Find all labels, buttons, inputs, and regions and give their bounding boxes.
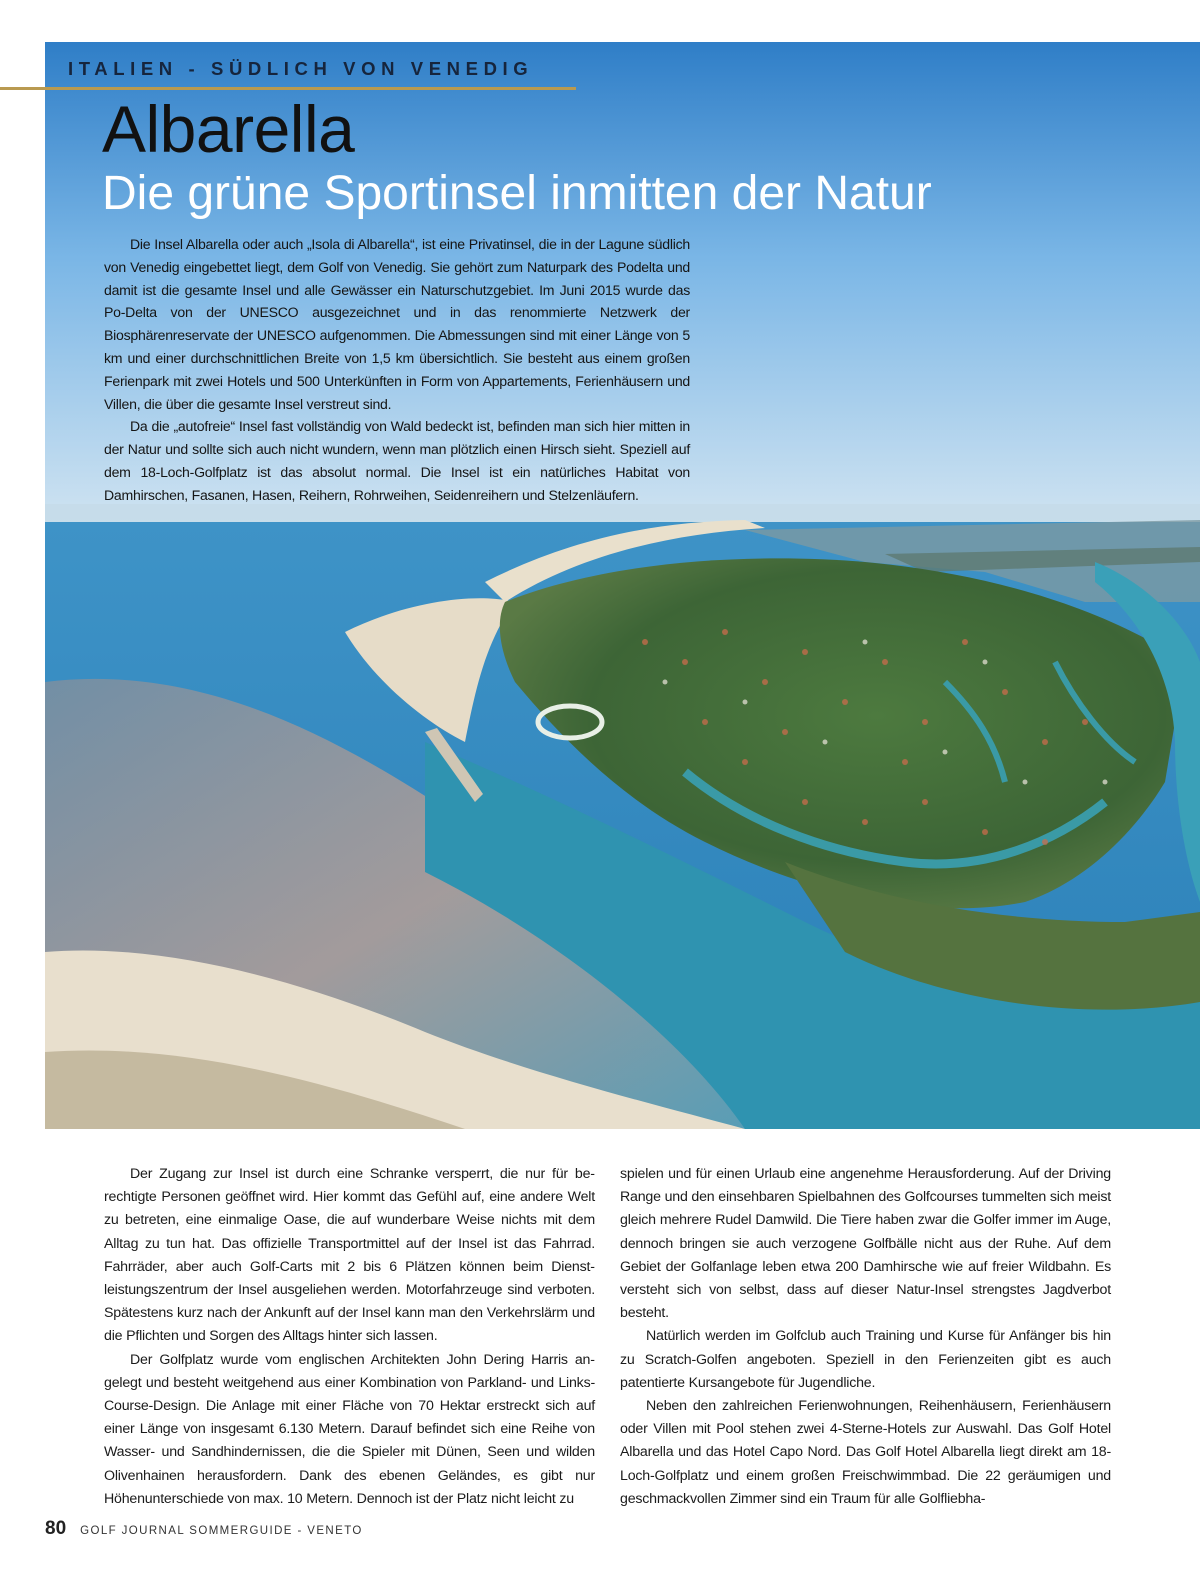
publication-name: GOLF JOURNAL SOMMERGUIDE - VENETO bbox=[80, 1525, 363, 1537]
page-number: 80 bbox=[45, 1518, 67, 1539]
body-paragraph: Natürlich werden im Golfclub auch Training und Kurse für Anfänger bis hin zu Scratch-Golfen angeboten. Speziell in den Ferienzeiten gibt es auch patentierte Kursangebote für Jugendliche. bbox=[620, 1328, 1111, 1391]
body-column-right bbox=[620, 1163, 1111, 1511]
section-kicker: ITALIEN - SÜDLICH VON VENEDIG bbox=[68, 58, 534, 79]
body-paragraph: Der Golfplatz wurde vom englischen Architekten John Dering Harris angelegt und besteht weitgehend aus einer Kombination von Parkland- und Links-Course-Design. Die Anlage mit einer Fläche von 70 Hektar erstreckt sich auf einer Länge von insgesamt 6.130 Metern. Darauf befindet sich eine Reihe von Wasser- und Sandhindernissen, die die Spieler mit Dünen, Seen und wilden Olivenhainen herausfordern. Dank des ebenen Geländes, es gibt nur Höhenunterschiede von max. 10 Metern. Dennoch ist der Platz nicht leicht zu bbox=[104, 1351, 595, 1507]
intro-paragraph-2: Da die „autofreie“ Insel fast vollständig von Wald bedeckt ist, befinden man sich hier mitten in der Natur und sollte sich auch nicht wundern, wenn man plötzlich einen Hirsch sieht. Speziell auf dem 18-Loch-Golfplatz ist das absolut normal. Die Insel ist ein natürliches Habitat von Damhirschen, Fasanen, Hasen, Reihern, Rohrweihen, Seidenreihern und Stelzenläufern. bbox=[104, 418, 690, 503]
body-paragraph: spielen und für einen Urlaub eine angenehme Herausforderung. Auf der Driving Range und den einsehbaren Spielbahnen des Golfcourses tummelten sich meist gleich mehrere Rudel Damwild. Die Tiere haben zwar die Golfer immer im Auge, dennoch bringen sie auch verzogene Golfbälle nicht aus der Ruhe. Auf dem Gebiet der Golfanlage leben etwa 200 Damhirsche wie auf freier Wildbahn. Es versteht sich von selbst, dass auf dieser Natur-Insel strengstes Jagdverbot besteht. bbox=[620, 1166, 1111, 1322]
body-paragraph: Der Zugang zur Insel ist durch eine Schranke versperrt, die nur für berechtigte Personen geöffnet wird. Hier kommt das Gefühl auf, eine andere Welt zu betreten, eine einmalige Oase, die auf wunderbare Weise nichts mit dem Alltag zu tun hat. Das offizielle Transportmittel auf der Insel ist das Fahrrad. Fahrräder, aber auch Golf-Carts mit 2 bis 6 Plätzen können beim Dienstleistungszentrum der Insel ausgeliehen werden. Motorfahrzeuge sind verboten. Spätestens kurz nach der Ankunft auf der Insel kann man den Verkehrslärm und die Pflichten und Sorgen des Alltags hinter sich lassen. bbox=[104, 1166, 595, 1345]
intro-text bbox=[104, 233, 690, 507]
body-paragraph: Neben den zahlreichen Ferienwohnungen, Reihenhäusern, Ferienhäusern oder Villen mit Pool stehen zwei 4-Sterne-Hotels zur Auswahl. Das Golf Hotel Albarella und das Hotel Capo Nord. Das Golf Hotel Albarella liegt direkt am 18-Loch-Golfplatz und einem großen Freischwimmbad. Die 22 geräumigen und geschmackvollen Zimmer sind ein Traum für alle Golfliebha- bbox=[620, 1398, 1111, 1507]
intro-paragraph-1: Die Insel Albarella oder auch „Isola di Albarella“, ist eine Privatinsel, die in der Lagune südlich von Venedig eingebettet liegt, dem Golf von Venedig. Sie gehört zum Naturpark des Podelta und damit ist die gesamte Insel und alle Gewässer ein Naturschutzgebiet. Im Juni 2015 wurde das Po-Delta von der UNESCO ausgezeichnet und in das renommierte Netzwerk der Biosphärenreservate der UNESCO aufgenommen. Die Abmessungen sind mit einer Länge von 5 km und einer durchschnittlichen Breite von 1,5 km übersichtlich. Sie besteht aus einem großen Ferienpark mit zwei Hotels und 500 Unterkünften in Form von Appartements, Ferienhäusern und Villen, die über die gesamte Insel verstreut sind. bbox=[104, 236, 690, 412]
header-accent-rule bbox=[0, 87, 576, 90]
page-subtitle: Die grüne Sportinsel inmitten der Natur bbox=[102, 167, 932, 220]
page-title: Albarella bbox=[102, 92, 355, 166]
page-footer bbox=[45, 1518, 363, 1540]
body-column-left bbox=[104, 1163, 595, 1511]
